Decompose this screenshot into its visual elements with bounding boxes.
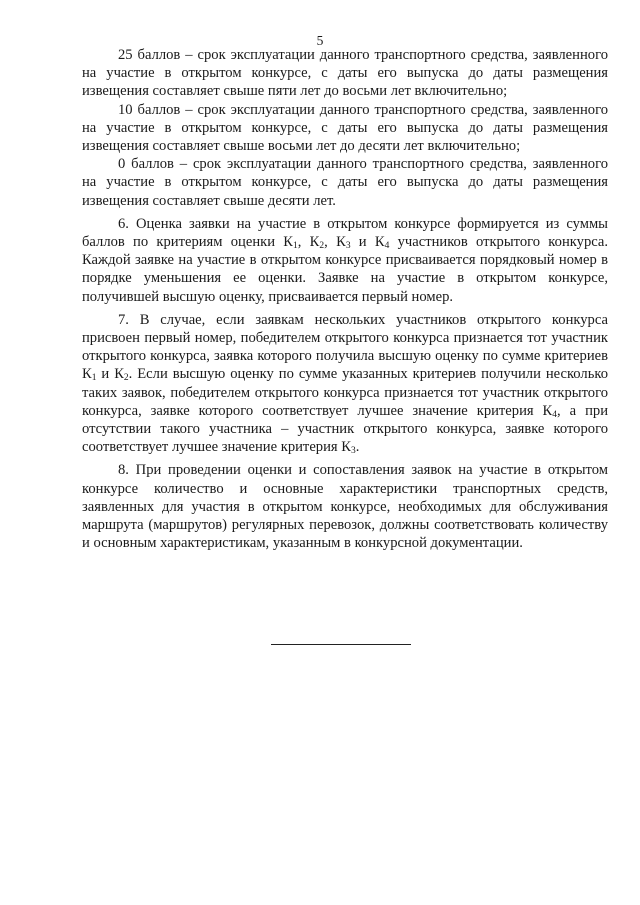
text-run: . Если высшую оценку по сумме указанных критериев получили несколько таких заявок, победителем открытого конкурса признается тот участник открытого конкурса, заявке которого соответствует лучшее значение критерия К — [82, 366, 608, 419]
subscript-k2: 2 — [123, 373, 129, 384]
text-run: , К — [297, 234, 320, 251]
document-body — [82, 46, 608, 557]
paragraph-item-7 — [82, 311, 608, 457]
page-number: 5 — [316, 33, 324, 48]
end-separator-line — [271, 644, 411, 645]
text-run: и К — [350, 234, 385, 251]
subscript-k1: 1 — [91, 373, 97, 384]
paragraph-item-8: 8. При проведении оценки и сопоставления заявок на участие в открытом конкурсе количество и основные характеристики транспортных средств, заявленных для участия в открытом конкурсе, необходимых для обслуживания маршрута (маршрутов) регулярных перевозок, должны соответствовать количеству и основным характеристикам, указанным в конкурсной документации. — [82, 462, 608, 552]
subscript-k4: 4 — [552, 409, 558, 420]
subscript-k3: 3 — [345, 241, 351, 252]
text-run: и К — [96, 366, 124, 383]
text-run: 7. В случае, если заявкам нескольких участников открытого конкурса присвоен первый номер, победителем открытого конкурса признается тот участник открытого конкурса, заявка которого получила высшую оценку по сумме критериев К — [82, 311, 608, 383]
paragraph-0-points: 0 баллов – срок эксплуатации данного транспортного средства, заявленного на участие в открытом конкурсе, с даты его выпуска до даты размещения извещения составляет свыше десяти лет. — [82, 156, 608, 209]
text-run: , а при отсутствии такого участника – участник открытого конкурса, заявке которого соответствует лучшее значение критерия К — [82, 402, 608, 456]
paragraph-10-points: 10 баллов – срок эксплуатации данного транспортного средства, заявленного на участие в открытом конкурсе, с даты его выпуска до даты размещения извещения составляет свыше восьми лет до десяти лет включительно; — [82, 101, 608, 155]
paragraph-item-6 — [82, 215, 608, 306]
subscript-k1: 1 — [293, 241, 298, 252]
text-run: , К — [324, 234, 346, 251]
subscript-k4: 4 — [384, 241, 390, 252]
subscript-k2: 2 — [319, 241, 325, 252]
text-run: . — [355, 439, 360, 456]
text-run: 6. Оценка заявки на участие в открытом конкурсе формируется из суммы баллов по критериям оценки К — [82, 215, 608, 251]
paragraph-25-points: 25 баллов – срок эксплуатации данного транспортного средства, заявленного на участие в открытом конкурсе, с даты его выпуска до даты размещения извещения составляет свыше пяти лет до восьми лет включительно; — [82, 47, 608, 100]
subscript-k3: 3 — [351, 446, 356, 457]
text-run: участников открытого конкурса. Каждой заявке на участие в открытом конкурсе присваивается порядковый номер в порядке уменьшения ее оценки. Заявке на участие в открытом конкурсе, получившей высшую оценку, присваивается первый номер. — [82, 234, 609, 305]
